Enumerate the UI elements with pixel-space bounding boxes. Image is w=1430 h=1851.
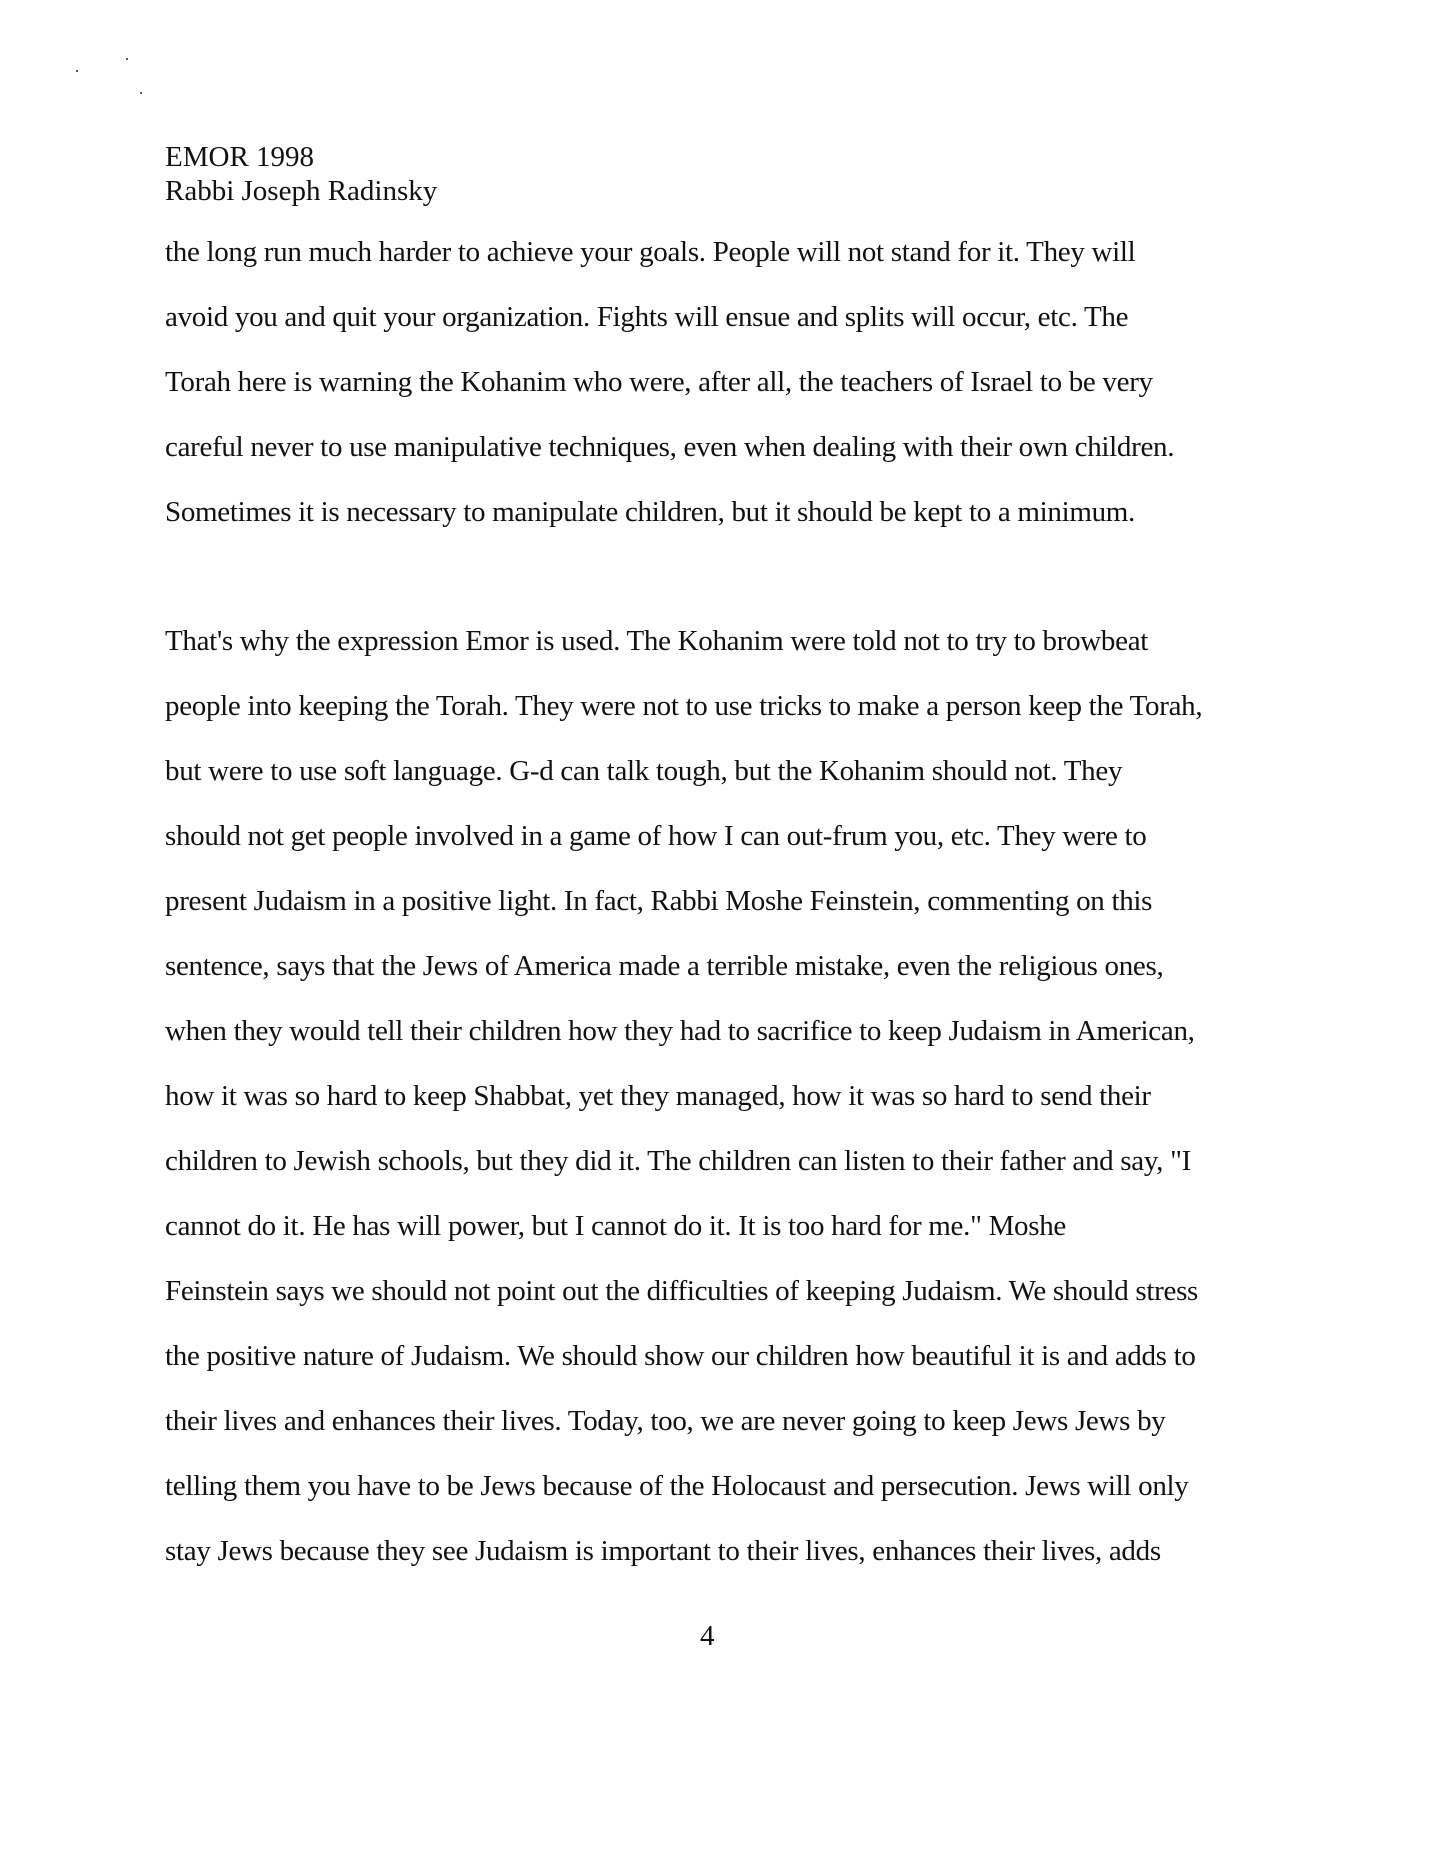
text-line: how it was so hard to keep Shabbat, yet they managed, how it was so hard to send their [165,1080,1151,1112]
text-line: That's why the expression Emor is used. The Kohanim were told not to try to browbeat [165,625,1149,657]
text-line: present Judaism in a positive light. In fact, Rabbi Moshe Feinstein, commenting on this [165,885,1153,917]
scan-speck [126,58,128,60]
text-line: avoid you and quit your organization. Fights will ensue and splits will occur, etc. The [165,301,1129,333]
text-line: sentence, says that the Jews of America made a terrible mistake, even the religious ones, [165,950,1164,982]
text-line: people into keeping the Torah. They were not to use tricks to make a person keep the Torah, [165,690,1203,722]
document-header [165,140,437,208]
scan-speck [76,70,78,72]
text-line: should not get people involved in a game of how I can out-frum you, etc. They were to [165,820,1147,852]
page-number: 4 [700,1620,715,1652]
text-line: the positive nature of Judaism. We should show our children how beautiful it is and adds to [165,1340,1196,1372]
text-line: when they would tell their children how they had to sacrifice to keep Judaism in American, [165,1015,1195,1047]
text-line: Torah here is warning the Kohanim who were, after all, the teachers of Israel to be very [165,366,1153,398]
scan-speck [140,92,142,94]
text-line: cannot do it. He has will power, but I cannot do it. It is too hard for me." Moshe [165,1210,1067,1242]
text-line: Feinstein says we should not point out the difficulties of keeping Judaism. We should stress [165,1275,1199,1307]
text-line: telling them you have to be Jews because of the Holocaust and persecution. Jews will only [165,1470,1189,1502]
document-title: EMOR 1998 [165,141,315,173]
text-line: careful never to use manipulative techniques, even when dealing with their own children. [165,431,1175,463]
text-line: but were to use soft language. G-d can talk tough, but the Kohanim should not. They [165,755,1123,787]
text-line: stay Jews because they see Judaism is important to their lives, enhances their lives, adds [165,1535,1161,1567]
document-author: Rabbi Joseph Radinsky [165,175,438,207]
text-line: children to Jewish schools, but they did it. The children can listen to their father and say, "I [165,1145,1191,1177]
text-line: their lives and enhances their lives. Today, too, we are never going to keep Jews Jews by [165,1405,1166,1437]
text-line: the long run much harder to achieve your goals. People will not stand for it. They will [165,236,1136,268]
text-line: Sometimes it is necessary to manipulate children, but it should be kept to a minimum. [165,496,1136,528]
